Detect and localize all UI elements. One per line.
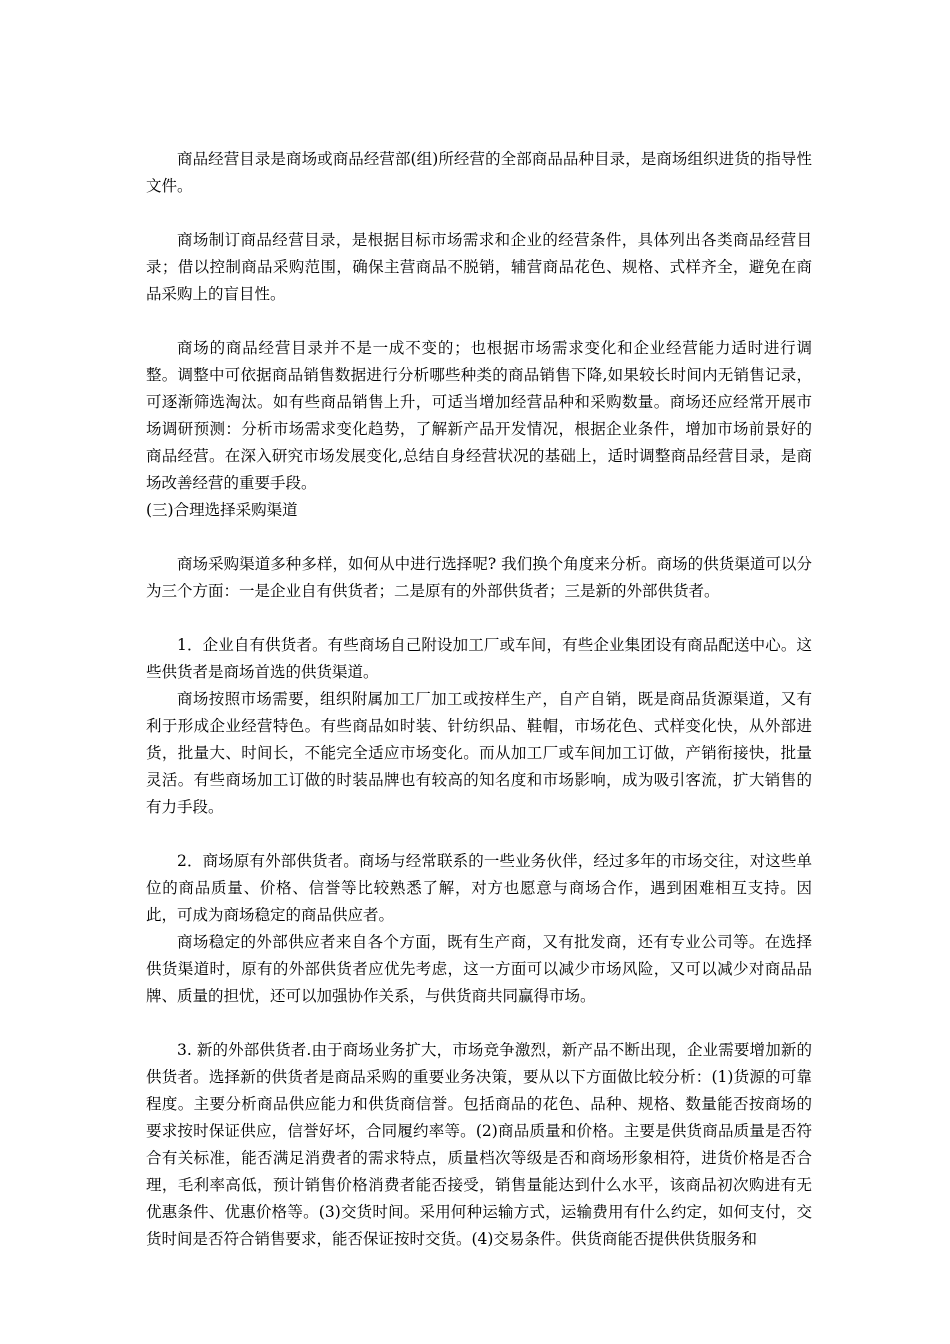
paragraph-catalog-definition: 商品经营目录是商场或商品经营部(组)所经营的全部商品品种目录，是商场组织进货的指导性文件。 xyxy=(146,150,812,195)
section-heading: (三)合理选择采购渠道 xyxy=(146,501,298,519)
paragraph-existing-suppliers: 2．商场原有外部供货者。商场与经常联系的一些业务伙伴，经过多年的市场交往，对这些单位的商品质量、价格、信誉等比较熟悉了解，对方也愿意与商场合作，遇到困难相互支持。因此，可成为商场稳定的商品供应者。 xyxy=(146,852,812,924)
paragraph-gap xyxy=(146,821,812,848)
paragraph-new-suppliers: 3. 新的外部供货者.由于商场业务扩大，市场竞争激烈，新产品不断出现，企业需要增加新的供货者。选择新的供货者是商品采购的重要业务决策，要从以下方面做比较分析：(1)货源的可靠程度。主要分析商品供应能力和供货商信誉。包括商品的花色、品种、规格、数量能否按商场的要求按时保证供应，信誉好坏，合同履约率等。(2)商品质量和价格。主要是供货商品质量是否符合有关标准，能否满足消费者的需求特点，质量档次等级是否和商场形象相符，进货价格是否合理，毛利率高低，预计销售价格消费者能否接受，销售量能达到什么水平，该商品初次购进有无优惠条件、优惠价格等。(3)交货时间。采用何种运输方式，运输费用有什么约定，如何支付，交货时间是否符合销售要求，能否保证按时交货。(4)交易条件。供货商能否提供供货服务和 xyxy=(146,1041,812,1248)
paragraph-gap xyxy=(146,524,812,551)
paragraph-existing-suppliers-detail: 商场稳定的外部供应者来自各个方面，既有生产商，又有批发商，还有专业公司等。在选择供货渠道时，原有的外部供货者应优先考虑，这一方面可以减少市场风险，又可以减少对商品品牌、质量的担忧，还可以加强协作关系，与供货商共同赢得市场。 xyxy=(146,933,812,1005)
paragraph-gap xyxy=(146,200,812,227)
document-body xyxy=(146,146,812,1253)
paragraph-gap xyxy=(146,1010,812,1037)
paragraph-channels-intro: 商场采购渠道多种多样，如何从中进行选择呢? 我们换个角度来分析。商场的供货渠道可以分为三个方面：一是企业自有供货者；二是原有的外部供货者；三是新的外部供货者。 xyxy=(146,555,812,600)
paragraph-own-suppliers: 1．企业自有供货者。有些商场自己附设加工厂或车间，有些企业集团设有商品配送中心。这些供货者是商场首选的供货渠道。 xyxy=(146,636,812,681)
paragraph-catalog-formulation: 商场制订商品经营目录，是根据目标市场需求和企业的经营条件，具体列出各类商品经营目录；借以控制商品采购范围，确保主营商品不脱销，辅营商品花色、规格、式样齐全，避免在商品采购上的盲目性。 xyxy=(146,231,812,303)
paragraph-catalog-adjustment: 商场的商品经营目录并不是一成不变的；也根据市场需求变化和企业经营能力适时进行调整。调整中可依据商品销售数据进行分析哪些种类的商品销售下降,如果较长时间内无销售记录，可逐渐筛选淘汰。如有些商品销售上升，可适当增加经营品种和采购数量。商场还应经常开展市场调研预测：分析市场需求变化趋势，了解新产品开发情况，根据企业条件，增加市场前景好的商品经营。在深入研究市场发展变化,总结自身经营状况的基础上，适时调整商品经营目录，是商场改善经营的重要手段。 xyxy=(146,339,812,492)
paragraph-gap xyxy=(146,308,812,335)
paragraph-own-suppliers-detail: 商场按照市场需要，组织附属加工厂加工或按样生产，自产自销，既是商品货源渠道，又有利于形成企业经营特色。有些商品如时装、针纺织品、鞋帽，市场花色、式样变化快，从外部进货，批量大、时间长，不能完全适应市场变化。而从加工厂或车间加工订做，产销衔接快，批量灵活。有些商场加工订做的时装品牌也有较高的知名度和市场影响，成为吸引客流，扩大销售的有力手段。 xyxy=(146,690,812,816)
paragraph-gap xyxy=(146,605,812,632)
